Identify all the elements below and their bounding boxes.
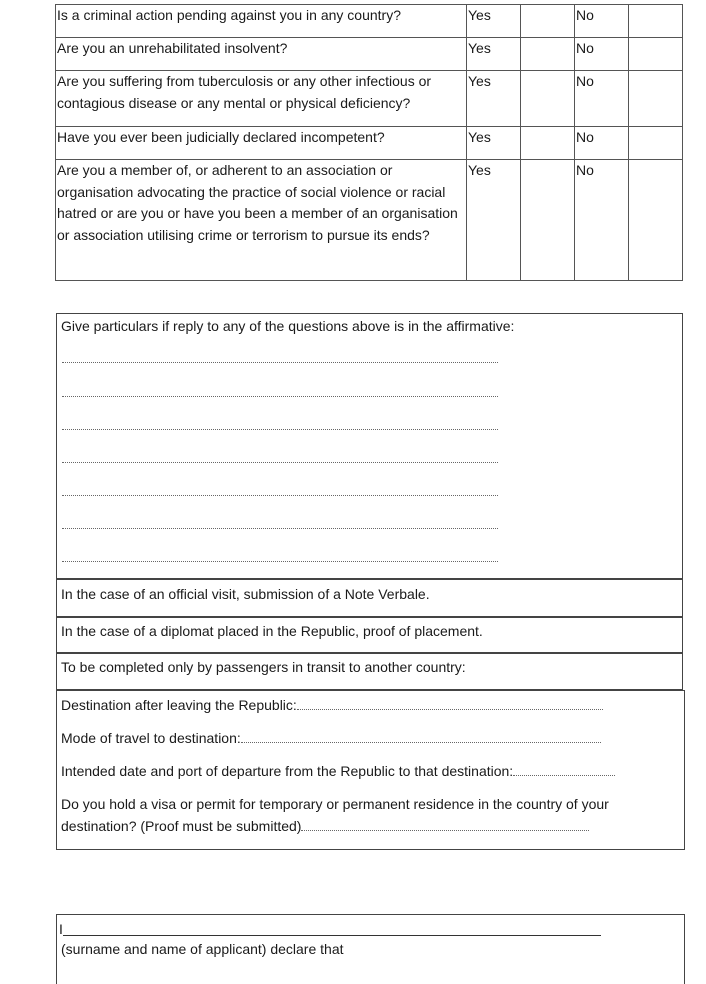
- table-row: [56, 38, 683, 71]
- questions-table: [55, 4, 683, 281]
- yes-label: Yes: [467, 71, 521, 127]
- departure-input[interactable]: [513, 761, 615, 776]
- declaration-text: (surname and name of applicant) declare that: [61, 941, 344, 957]
- particulars-box: [56, 313, 683, 579]
- yes-answer-cell[interactable]: [521, 127, 575, 160]
- transit-heading-box: [56, 653, 683, 690]
- visa-label-line2: destination? (Proof must be submitted): [61, 818, 302, 834]
- mode-input[interactable]: [241, 728, 601, 743]
- yes-label: Yes: [467, 127, 521, 160]
- no-label: No: [575, 160, 629, 281]
- particulars-line[interactable]: [62, 528, 498, 529]
- table-row: [56, 160, 683, 281]
- yes-label: Yes: [467, 38, 521, 71]
- yes-label: Yes: [467, 5, 521, 38]
- official-visit-box: [56, 579, 683, 617]
- particulars-line[interactable]: [62, 362, 498, 363]
- no-answer-cell[interactable]: [629, 5, 683, 38]
- no-label: No: [575, 5, 629, 38]
- destination-label: Destination after leaving the Republic:: [61, 697, 297, 713]
- table-row: [56, 5, 683, 38]
- transit-heading: To be completed only by passengers in transit to another country:: [61, 659, 466, 675]
- particulars-line[interactable]: [62, 462, 498, 463]
- transit-details-box: [56, 690, 685, 850]
- no-answer-cell[interactable]: [629, 160, 683, 281]
- question-text: Are you an unrehabilitated insolvent?: [56, 38, 467, 71]
- no-answer-cell[interactable]: [629, 127, 683, 160]
- table-row: [56, 127, 683, 160]
- visa-label-line1: Do you hold a visa or permit for temporary or permanent residence in the country of your: [61, 796, 609, 812]
- visa-field: [61, 816, 589, 838]
- question-text: Are you a member of, or adherent to an association or organisation advocating the practice of social violence or racial hatred or are you or have you been a member of an organisation or association utilising crime or terrorism to pursue its ends?: [56, 160, 467, 281]
- particulars-line[interactable]: [62, 495, 498, 496]
- visa-input[interactable]: [301, 816, 589, 831]
- no-label: No: [575, 38, 629, 71]
- yes-answer-cell[interactable]: [521, 5, 575, 38]
- no-answer-cell[interactable]: [629, 71, 683, 127]
- question-text: Is a criminal action pending against you in any country?: [56, 5, 467, 38]
- departure-field: [61, 761, 615, 783]
- particulars-label: Give particulars if reply to any of the questions above is in the affirmative:: [61, 318, 515, 334]
- particulars-line[interactable]: [62, 561, 498, 562]
- particulars-line[interactable]: [62, 396, 498, 397]
- yes-answer-cell[interactable]: [521, 160, 575, 281]
- applicant-name-line[interactable]: [63, 935, 601, 936]
- no-answer-cell[interactable]: [629, 38, 683, 71]
- no-label: No: [575, 127, 629, 160]
- destination-field: [61, 695, 603, 717]
- table-row: [56, 71, 683, 127]
- question-text: Are you suffering from tuberculosis or any other infectious or contagious disease or any mental or physical deficiency?: [56, 71, 467, 127]
- declaration-prefix: I: [59, 921, 63, 937]
- question-text: Have you ever been judicially declared incompetent?: [56, 127, 467, 160]
- yes-label: Yes: [467, 160, 521, 281]
- departure-label: Intended date and port of departure from the Republic to that destination:: [61, 763, 514, 779]
- mode-label: Mode of travel to destination:: [61, 730, 241, 746]
- yes-answer-cell[interactable]: [521, 38, 575, 71]
- declaration-box: [56, 914, 685, 984]
- diplomat-text: In the case of a diplomat placed in the Republic, proof of placement.: [61, 623, 483, 639]
- diplomat-box: [56, 617, 683, 653]
- destination-input[interactable]: [297, 695, 603, 710]
- no-label: No: [575, 71, 629, 127]
- yes-answer-cell[interactable]: [521, 71, 575, 127]
- particulars-line[interactable]: [62, 429, 498, 430]
- official-visit-text: In the case of an official visit, submission of a Note Verbale.: [61, 586, 430, 602]
- mode-field: [61, 728, 601, 750]
